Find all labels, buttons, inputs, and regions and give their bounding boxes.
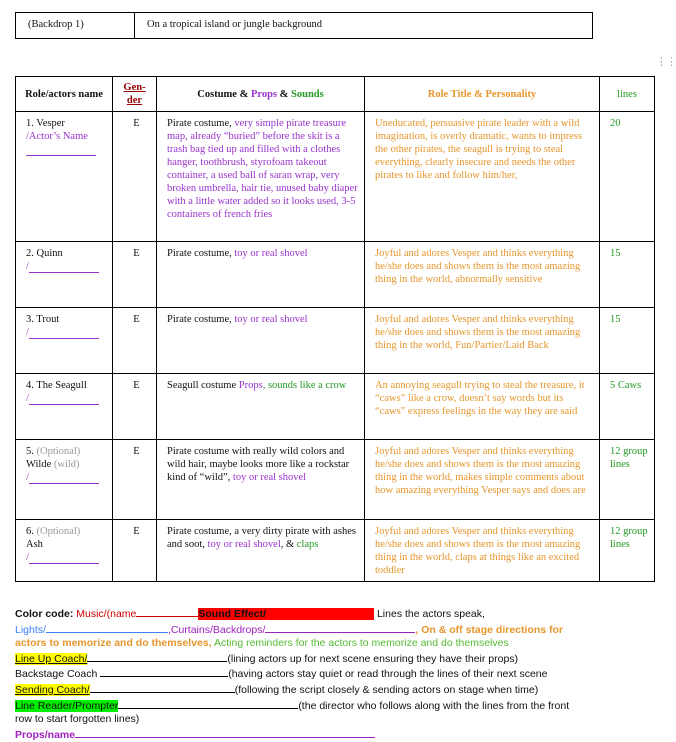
legend-line-7: Line Reader/Prompter (the director who follows along with the lines from the front bbox=[15, 699, 570, 712]
gender: E bbox=[113, 242, 157, 308]
lines-count: 20 bbox=[600, 112, 655, 242]
actor-name-blank[interactable] bbox=[29, 328, 99, 339]
sound-effect-swatch: Sound Effect/ bbox=[198, 608, 374, 620]
gender: E bbox=[113, 520, 157, 582]
backdrop-box bbox=[15, 12, 593, 39]
lines-count: 12 group lines bbox=[600, 520, 655, 582]
personality: Joyful and adores Vesper and thinks everything he/she does and shows them is the most amazing thing in the world, makes simple comments about how amazing everything Vesper says and does are bbox=[365, 440, 600, 520]
legend-line-6: Sending Coach/ (following the script closely & sending actors on stage when time) bbox=[15, 683, 539, 696]
header-lines: lines bbox=[600, 77, 655, 112]
costume: Pirate costume, toy or real shovel bbox=[157, 308, 365, 374]
role-name: 4. The Seagull / bbox=[16, 374, 113, 440]
roles-table bbox=[15, 76, 655, 582]
costume: Pirate costume, very simple pirate treasure map, already “buried” before the skit is a trash bag tied up and filled with a clothes hanger, toothbrush, styrofoam takeout container, a used ball of saran wrap, very broken umbrella, hair tie, unused baby diaper with a little water added so it looks used, 3-5 containers of french fries bbox=[157, 112, 365, 242]
legend-line-5: Backstage Coach (having actors stay quiet or read through the lines of their next scene bbox=[15, 668, 548, 681]
legend-line-2: Lights/ ,Curtains/Backdrops/ , On & off stage directions for bbox=[15, 623, 564, 636]
role-name: 6. (Optional) Ash / bbox=[16, 520, 113, 582]
legend-line-4: Line Up Coach/ (lining actors up for next scene ensuring they have their props) bbox=[15, 652, 519, 665]
legend-line-9: Props/name bbox=[15, 727, 655, 742]
role-name: 1. Vesper /Actor’s Name bbox=[16, 112, 113, 242]
actor-name-blank[interactable] bbox=[29, 262, 99, 273]
role-name: 5. (Optional) Wilde (wild) / bbox=[16, 440, 113, 520]
legend-line-3: actors to memorize and do themselves, Acting reminders for the actors to memorize and do themselves bbox=[15, 637, 509, 650]
personality: Joyful and adores Vesper and thinks everything he/she does and shows them is the most amazing thing in the world, Fun/Partier/Laid Back bbox=[365, 308, 600, 374]
personality: Uneducated, persuasive pirate leader with a wild imagination, is overly dramatic, wants to impress the other pirates, the seagull is trying to steal everything, clearly insecure and needs the other pirates to like and follow him/her, bbox=[365, 112, 600, 242]
table-row bbox=[16, 440, 655, 520]
header-role: Role/actors name bbox=[16, 77, 113, 112]
backdrop-label: (Backdrop 1) bbox=[16, 13, 135, 38]
table-row bbox=[16, 242, 655, 308]
lines-count: 12 group lines bbox=[600, 440, 655, 520]
color-code-legend bbox=[15, 606, 655, 742]
personality: An annoying seagull trying to steal the treasure, it “caws” like a crow, doesn’t say words but its “caws” express feelings in the way they are said bbox=[365, 374, 600, 440]
personality: Joyful and adores Vesper and thinks everything he/she does and shows them is the most amazing thing in the world, abnormally sensitive bbox=[365, 242, 600, 308]
lines-count: 15 bbox=[600, 308, 655, 374]
header-costume: Costume & Props & Sounds bbox=[157, 77, 365, 112]
costume: Pirate costume with really wild colors and wild hair, maybe looks more like a rockstar kind of “wild”, toy or real shovel bbox=[157, 440, 365, 520]
gender: E bbox=[113, 112, 157, 242]
personality: Joyful and adores Vesper and thinks everything he/she does and shows them is the most amazing thing in the world, claps at things like an excited toddler bbox=[365, 520, 600, 582]
costume: Seagull costume Props, sounds like a crow bbox=[157, 374, 365, 440]
gender: E bbox=[113, 308, 157, 374]
costume: Pirate costume, a very dirty pirate with ashes and soot, toy or real shovel, & claps bbox=[157, 520, 365, 582]
lines-count: 15 bbox=[600, 242, 655, 308]
legend-line-1: Color code: Music/(name Sound Effect/ Lines the actors speak, bbox=[15, 608, 485, 620]
gender: E bbox=[113, 374, 157, 440]
role-name: 2. Quinn / bbox=[16, 242, 113, 308]
table-row bbox=[16, 520, 655, 582]
role-name: 3. Trout / bbox=[16, 308, 113, 374]
table-row bbox=[16, 112, 655, 242]
legend-line-8: row to start forgotten lines) bbox=[15, 713, 140, 726]
table-row bbox=[16, 374, 655, 440]
table-row bbox=[16, 308, 655, 374]
actor-name-blank[interactable] bbox=[26, 145, 96, 156]
lines-count: 5 Caws bbox=[600, 374, 655, 440]
actor-name-blank[interactable] bbox=[29, 553, 99, 564]
costume: Pirate costume, toy or real shovel bbox=[157, 242, 365, 308]
gender: E bbox=[113, 440, 157, 520]
drag-handle-icon[interactable]: ⋮⋮ bbox=[656, 55, 676, 68]
actor-name-blank[interactable] bbox=[29, 394, 99, 405]
header-gender: Gen- der bbox=[113, 77, 157, 112]
header-title: Role Title & Personality bbox=[365, 77, 600, 112]
table-header-row bbox=[16, 77, 655, 112]
actor-name-blank[interactable] bbox=[29, 473, 99, 484]
backdrop-description: On a tropical island or jungle background bbox=[147, 19, 322, 30]
